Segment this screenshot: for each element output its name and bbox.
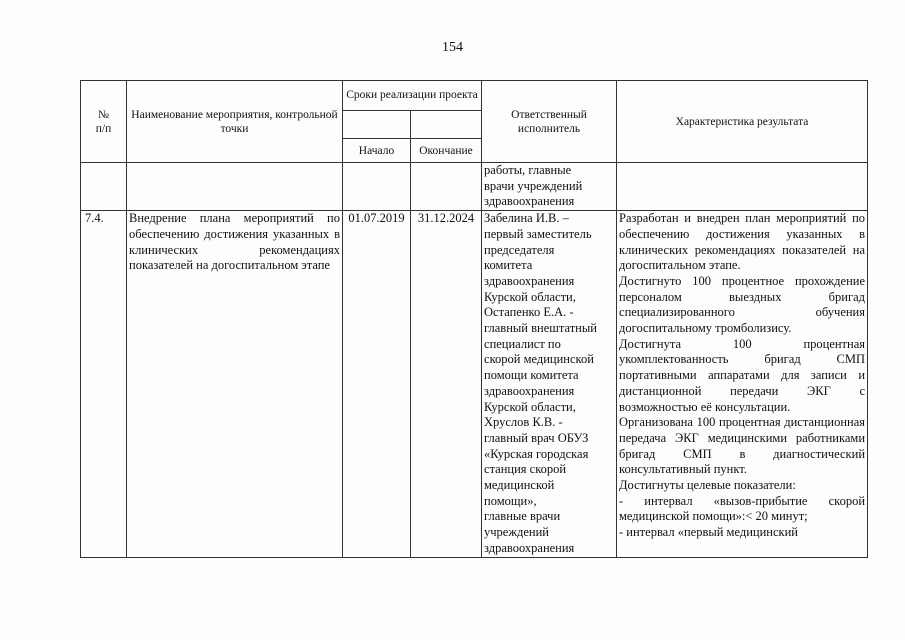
header-end: Окончание (411, 139, 482, 163)
cell-responsible: Забелина И.В. – первый заместитель председателя комитета здравоохранения Курской области, Остапенко Е.А. - главный внештатный специалист по скорой медицинской помощи комитета здравоохранения Курской области, Хруслов К.В. - главный врач ОБУЗ «Курская городская станция скорой медицинской помощи», главные врачи учреждений здравоохранения (482, 211, 617, 557)
result-paragraph: Достигнуты целевые показатели: (619, 478, 796, 493)
result-paragraph: - интервал «вызов-прибытие скорой медицинской помощи»:< 20 минут; (619, 493, 866, 524)
page-number: 154 (442, 40, 463, 55)
header-start: Начало (343, 139, 411, 163)
header-name: Наименование мероприятия, контрольной точки (127, 81, 343, 163)
result-paragraph: - интервал «первый медицинский (619, 525, 798, 540)
header-responsible: Ответственный исполнитель (482, 81, 617, 163)
cell-responsible: работы, главные врачи учреждений здравоохранения (482, 163, 617, 211)
cell-number (81, 163, 127, 211)
header-start-spacer (343, 111, 411, 139)
cell-number: 7.4. (81, 211, 127, 557)
result-paragraph: Разработан и внедрен план мероприятий по обеспечению достижения указанных в клинических рекомендациях показателей на догоспитальном этапе. (619, 211, 866, 273)
cell-name (127, 163, 343, 211)
header-number (81, 81, 127, 163)
header-result: Характеристика результата (617, 81, 868, 163)
cell-start: 01.07.2019 (343, 211, 411, 557)
cell-name: Внедрение плана мероприятий по обеспечению достижения указанных в клинических рекомендациях показателей на догоспитальном этапе (127, 211, 343, 557)
cell-end: 31.12.2024 (411, 211, 482, 557)
table-row (81, 163, 868, 211)
cell-end (411, 163, 482, 211)
header-end-spacer (411, 111, 482, 139)
activity-plan-table (80, 80, 868, 558)
result-paragraph: Достигнуто 100 процентное прохождение персоналом выездных бригад специализированного обучения догоспитальному тромболизису. (619, 273, 866, 336)
cell-result (617, 163, 868, 211)
table-row (81, 211, 868, 557)
result-paragraph: Организована 100 процентная дистанционная передача ЭКГ медицинскими работниками бригад СМП в диагностический консультативный пункт. (619, 415, 866, 477)
cell-start (343, 163, 411, 211)
header-number-text: № п/п (95, 108, 112, 135)
table-header-row (81, 81, 868, 111)
cell-result (617, 211, 868, 557)
header-dates: Сроки реализации проекта (343, 81, 482, 111)
result-paragraph: Достигнута 100 процентная укомплектованность бригад СМП портативными аппаратами для записи и дистанционной передачи ЭКГ с возможностью её консультации. (619, 336, 866, 414)
